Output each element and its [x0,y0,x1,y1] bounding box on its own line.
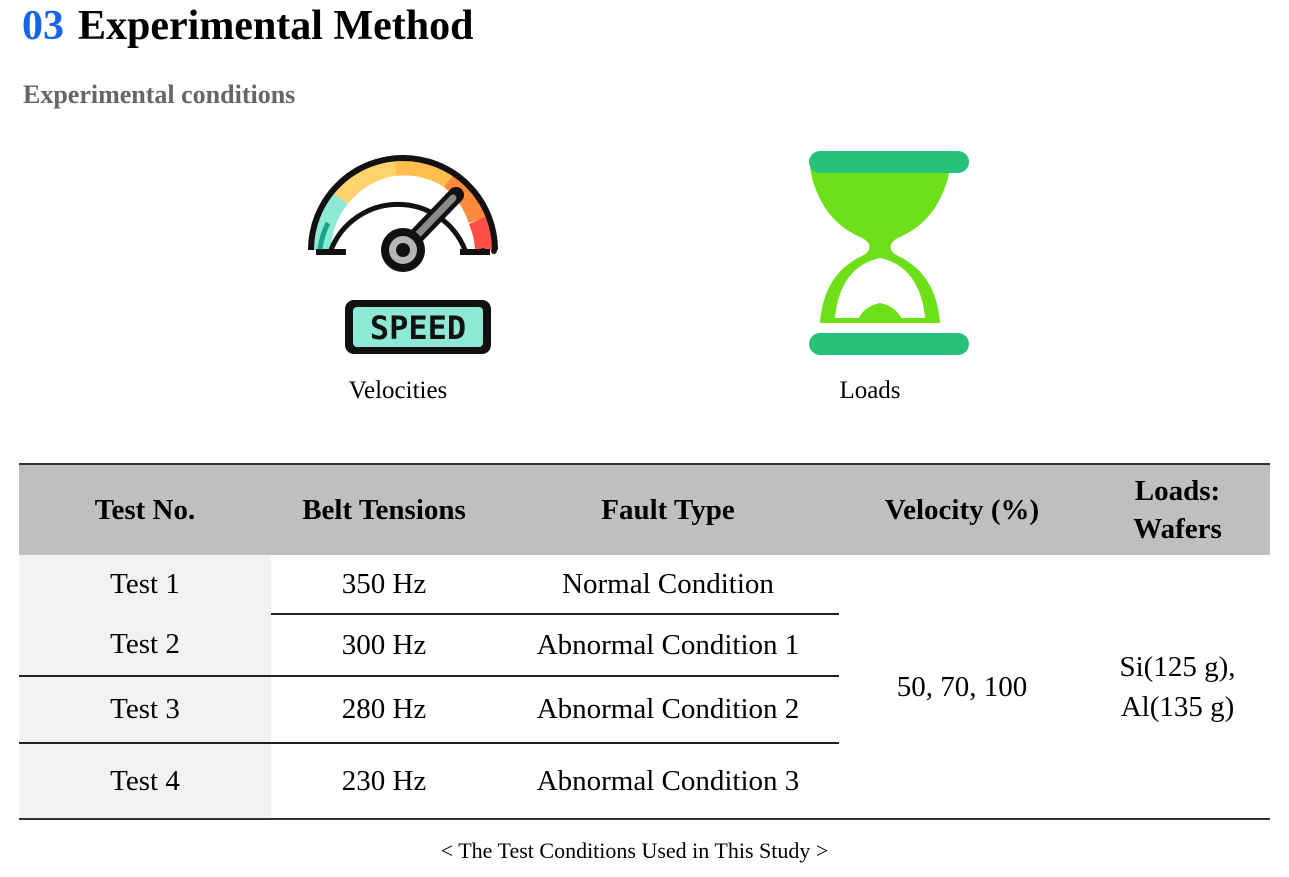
section-title: Experimental Method [78,3,474,49]
section-number: 03 [22,3,64,49]
test-number-cell: Test 1 [19,555,271,614]
belt-tension-cell: 300 Hz [271,614,497,676]
fault-type-cell: Abnormal Condition 1 [497,614,839,676]
loads-label: Loads [839,377,901,404]
loads-cell [1085,555,1270,819]
velocities-figure [268,143,528,405]
header-fault-type: Fault Type [497,464,839,555]
header-belt-tensions: Belt Tensions [271,464,497,555]
speed-badge-text: SPEED [369,309,467,347]
test-conditions-table [19,463,1270,820]
table-caption: < The Test Conditions Used in This Study > [440,838,829,863]
page-title [22,2,473,50]
belt-tension-cell: 230 Hz [341,764,427,797]
fault-type-cell: Abnormal Condition 3 [536,764,800,797]
loads-si: Si(125 g), [1119,650,1236,683]
header-test-no: Test No. [19,464,271,555]
test-number-cell: Test 2 [19,614,271,676]
header-loads: Loads: Wafers [1085,464,1270,555]
test-number-cell: Test 3 [19,676,271,743]
test-number-cell: Test 4 [19,743,271,819]
table-row [19,555,1270,614]
loads-figure [740,143,1000,405]
velocities-label: Velocities [348,377,448,404]
fault-type-cell: Abnormal Condition 2 [497,676,839,743]
hourglass-icon [760,143,980,363]
header-velocity: Velocity (%) [839,464,1085,555]
section-subtitle: Experimental conditions [23,80,296,109]
belt-tension-cell: 350 Hz [271,555,497,614]
belt-tension-cell: 280 Hz [271,676,497,743]
velocity-cell: 50, 70, 100 [896,670,1028,703]
fault-type-cell: Normal Condition [497,555,839,614]
table-header-row [19,464,1270,555]
loads-al: Al(135 g) [1120,690,1235,723]
speedometer-icon [288,143,508,363]
